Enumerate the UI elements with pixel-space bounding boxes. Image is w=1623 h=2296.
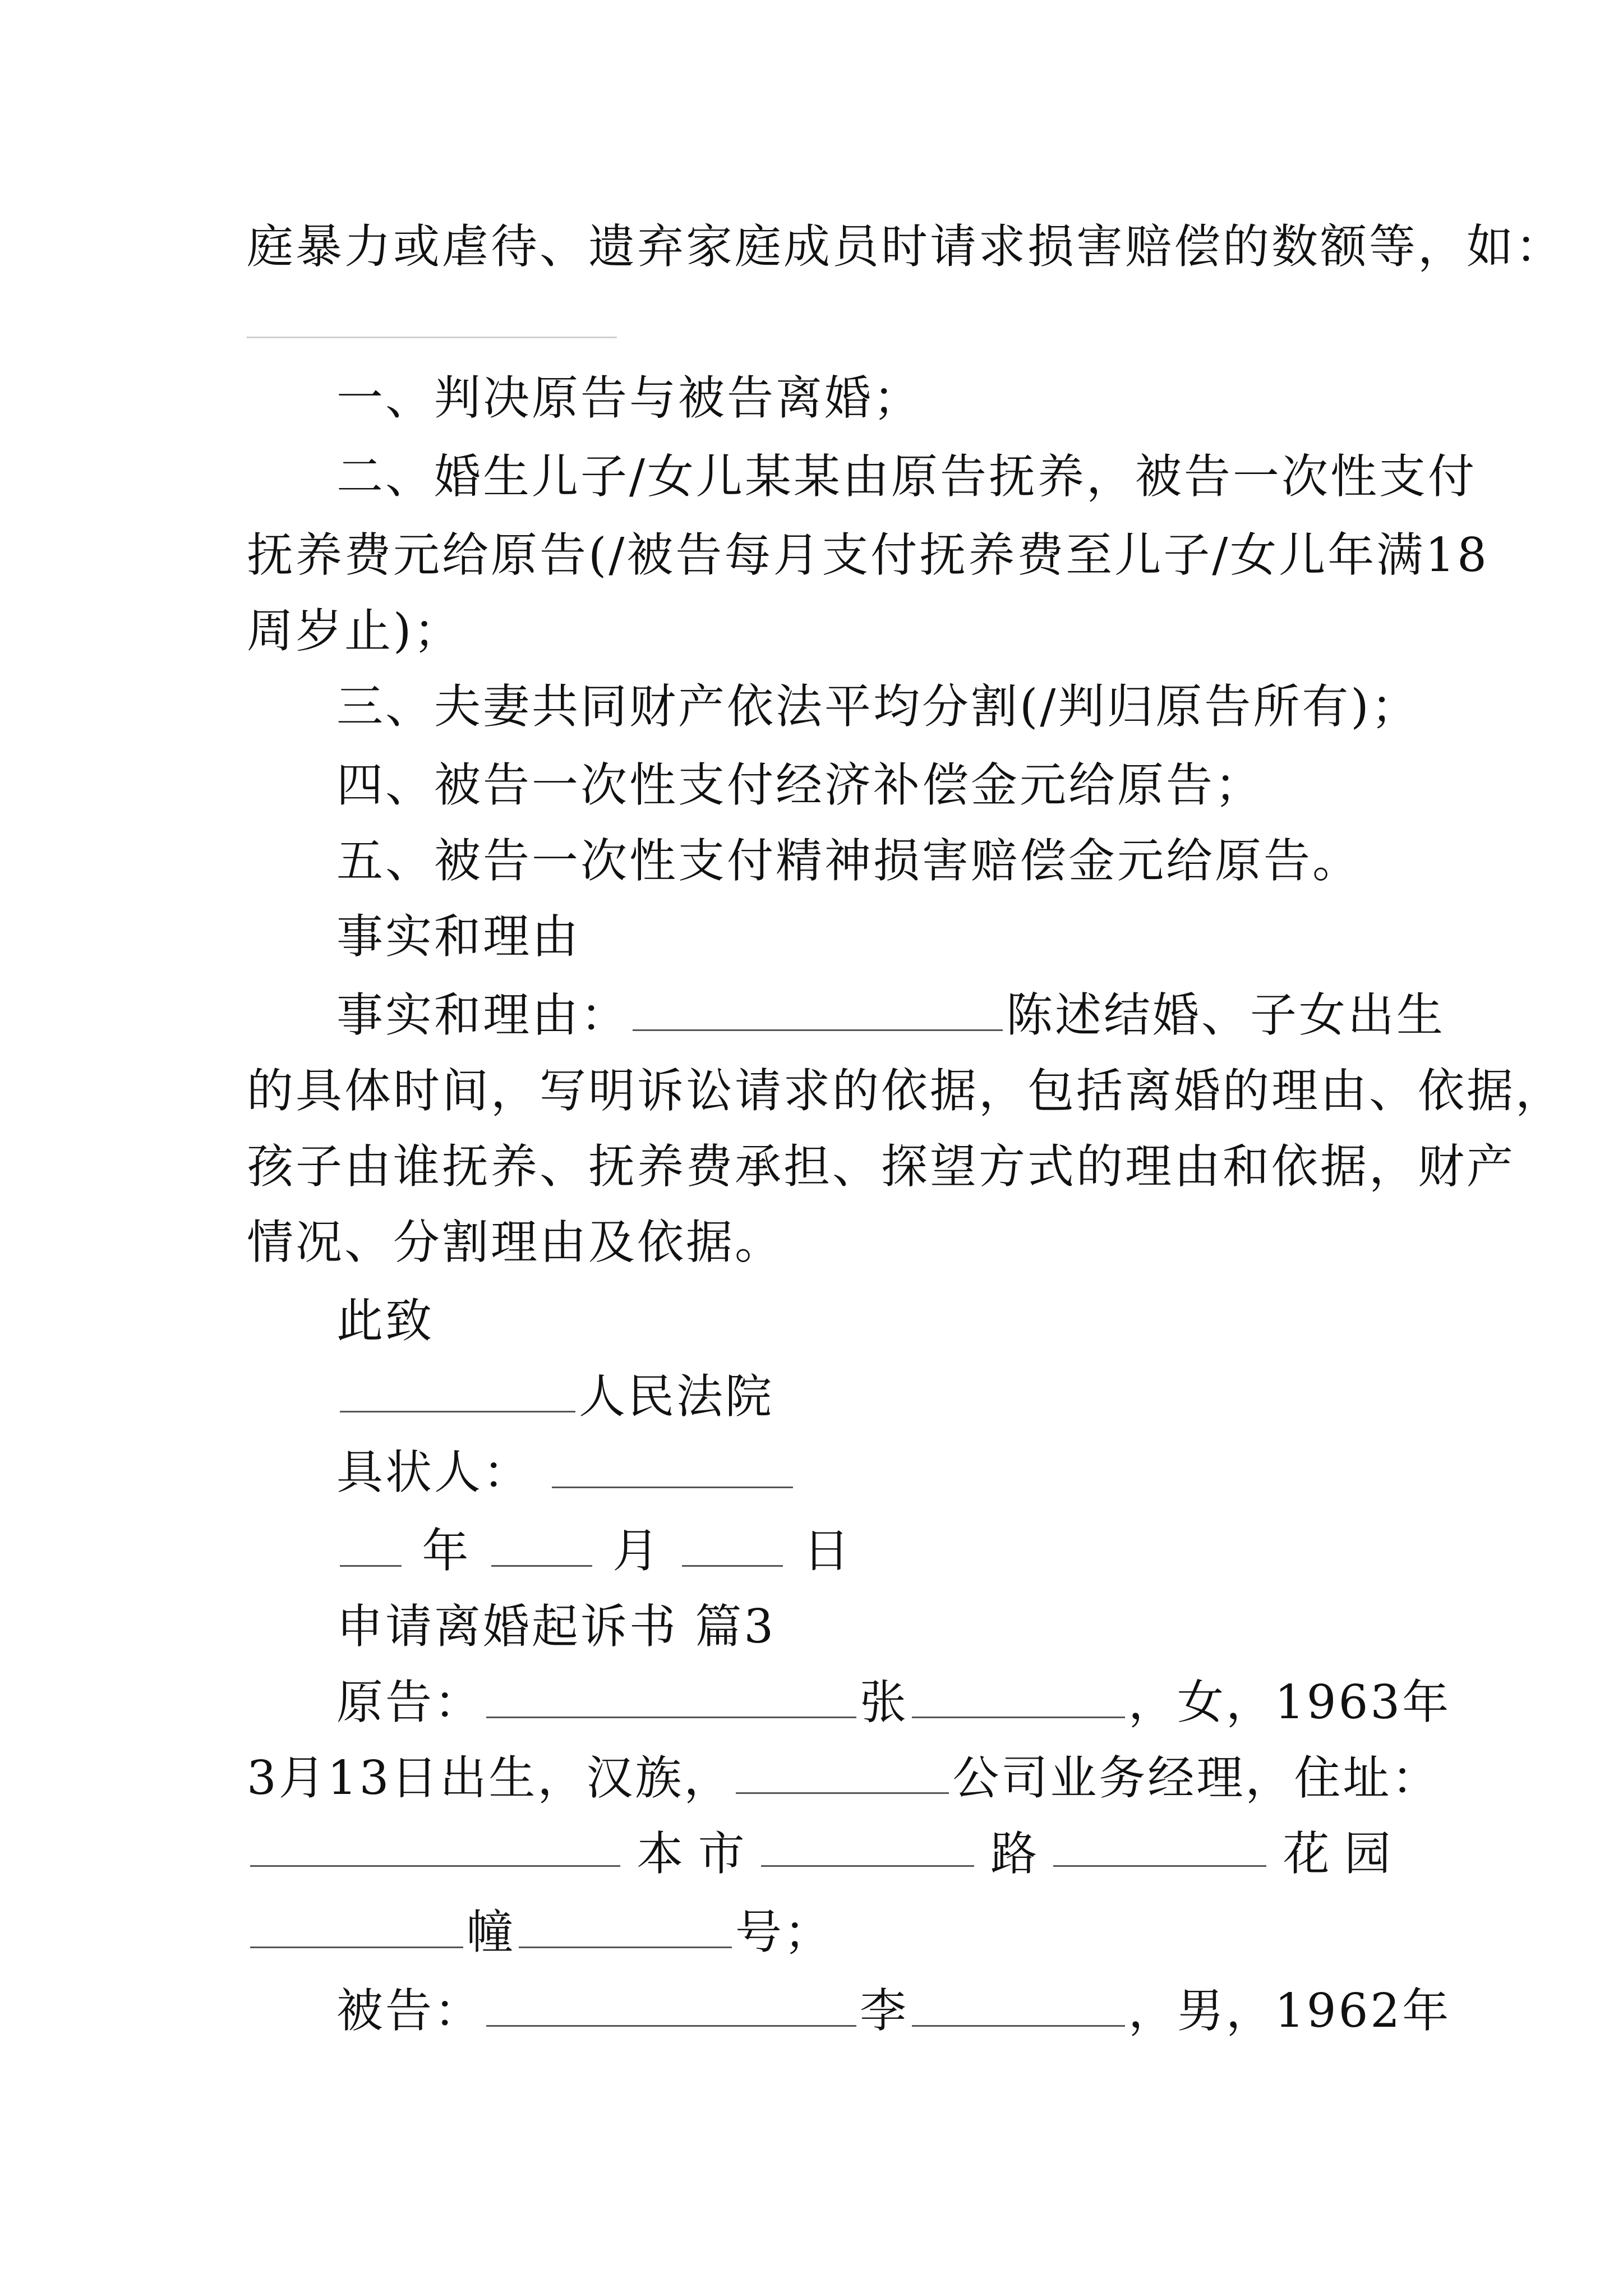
fill-in-blank [491,1526,592,1567]
paragraph-line: 庭暴力或虐待、遗弃家庭成员时请求损害赔偿的数额等，如： [247,219,1564,274]
facts-text: 陈述结婚、子女出生 [1006,988,1445,1042]
section-title: 申请离婚起诉书 篇3 [336,1599,776,1654]
fill-in-blank [552,1447,793,1488]
court-name: 人民法院 [579,1369,774,1424]
claim-item-4: 四、被告一次性支付经济补偿金元给原告； [336,758,1264,812]
paragraph-line: 的具体时间，写明诉讼请求的依据，包括离婚的理由、依据， [247,1064,1564,1118]
defendant-label: 被告： [336,1984,483,2038]
month-label: 月 [612,1524,662,1578]
section-heading: 事实和理由 [336,909,580,964]
court-line [336,1369,1391,1425]
address-number: 号； [735,1905,833,1959]
plaintiff-birth: 3月13日出生，汉族， [247,1751,733,1805]
paragraph-line: 孩子由谁抚养、抚养费承担、探望方式的理由和依据，财产 [247,1139,1515,1194]
claim-item-5: 五、被告一次性支付精神损害赔偿金元给原告。 [336,834,1361,888]
facts-line [336,987,1445,1043]
fill-in-blank [250,1826,620,1867]
address-building: 幢 [467,1905,515,1959]
paragraph-line: 情况、分割理由及依据。 [247,1215,783,1269]
fill-in-blank [250,1907,463,1948]
claim-item-1: 一、判决原告与被告离婚； [336,371,922,425]
claim-item-3: 三、夫妻共同财产依法平均分割(/判归原告所有)； [336,679,1420,734]
fill-in-blank [340,1526,402,1567]
fill-in-blank [1053,1826,1266,1867]
salutation: 此致 [336,1294,434,1348]
signer-line [336,1444,1391,1501]
fill-in-blank [633,990,1003,1031]
separator-rule [247,337,617,338]
day-label: 日 [803,1524,852,1578]
plaintiff-label: 原告： [336,1675,483,1729]
fill-in-blank [519,1907,732,1948]
claim-item-2: 二、婚生儿子/女儿某某由原告抚养，被告一次性支付 [336,449,1477,504]
plaintiff-line [336,1674,1451,1731]
fill-in-blank [486,1677,856,1718]
plaintiff-surname: 张 [860,1675,909,1729]
facts-label: 事实和理由： [336,988,629,1042]
address-line [247,1826,1391,1882]
year-label: 年 [422,1524,471,1578]
defendant-info: ，男，1962年 [1128,1984,1451,2038]
plaintiff-job: 公司业务经理，住址： [952,1751,1441,1805]
paragraph-line [247,1904,1391,1961]
fill-in-blank [912,1986,1125,2027]
address-road: 路 [990,1826,1038,1881]
paragraph-line [247,1750,1441,1806]
paragraph-line: 周岁止)； [247,604,463,658]
fill-in-blank [736,1753,949,1794]
date-line [336,1523,1391,1579]
address-city: 本 市 [637,1826,745,1881]
plaintiff-info: ，女，1963年 [1128,1675,1451,1729]
fill-in-blank [912,1677,1125,1718]
signer-label: 具状人： [336,1445,532,1499]
defendant-surname: 李 [860,1984,909,2038]
fill-in-blank [682,1526,783,1567]
address-garden: 花 园 [1283,1826,1391,1881]
fill-in-blank [486,1986,856,2027]
fill-in-blank [340,1372,575,1412]
paragraph-line: 抚养费元给原告(/被告每月支付抚养费至儿子/女儿年满18 [247,528,1489,582]
defendant-line [336,1983,1451,2039]
fill-in-blank [761,1826,974,1867]
